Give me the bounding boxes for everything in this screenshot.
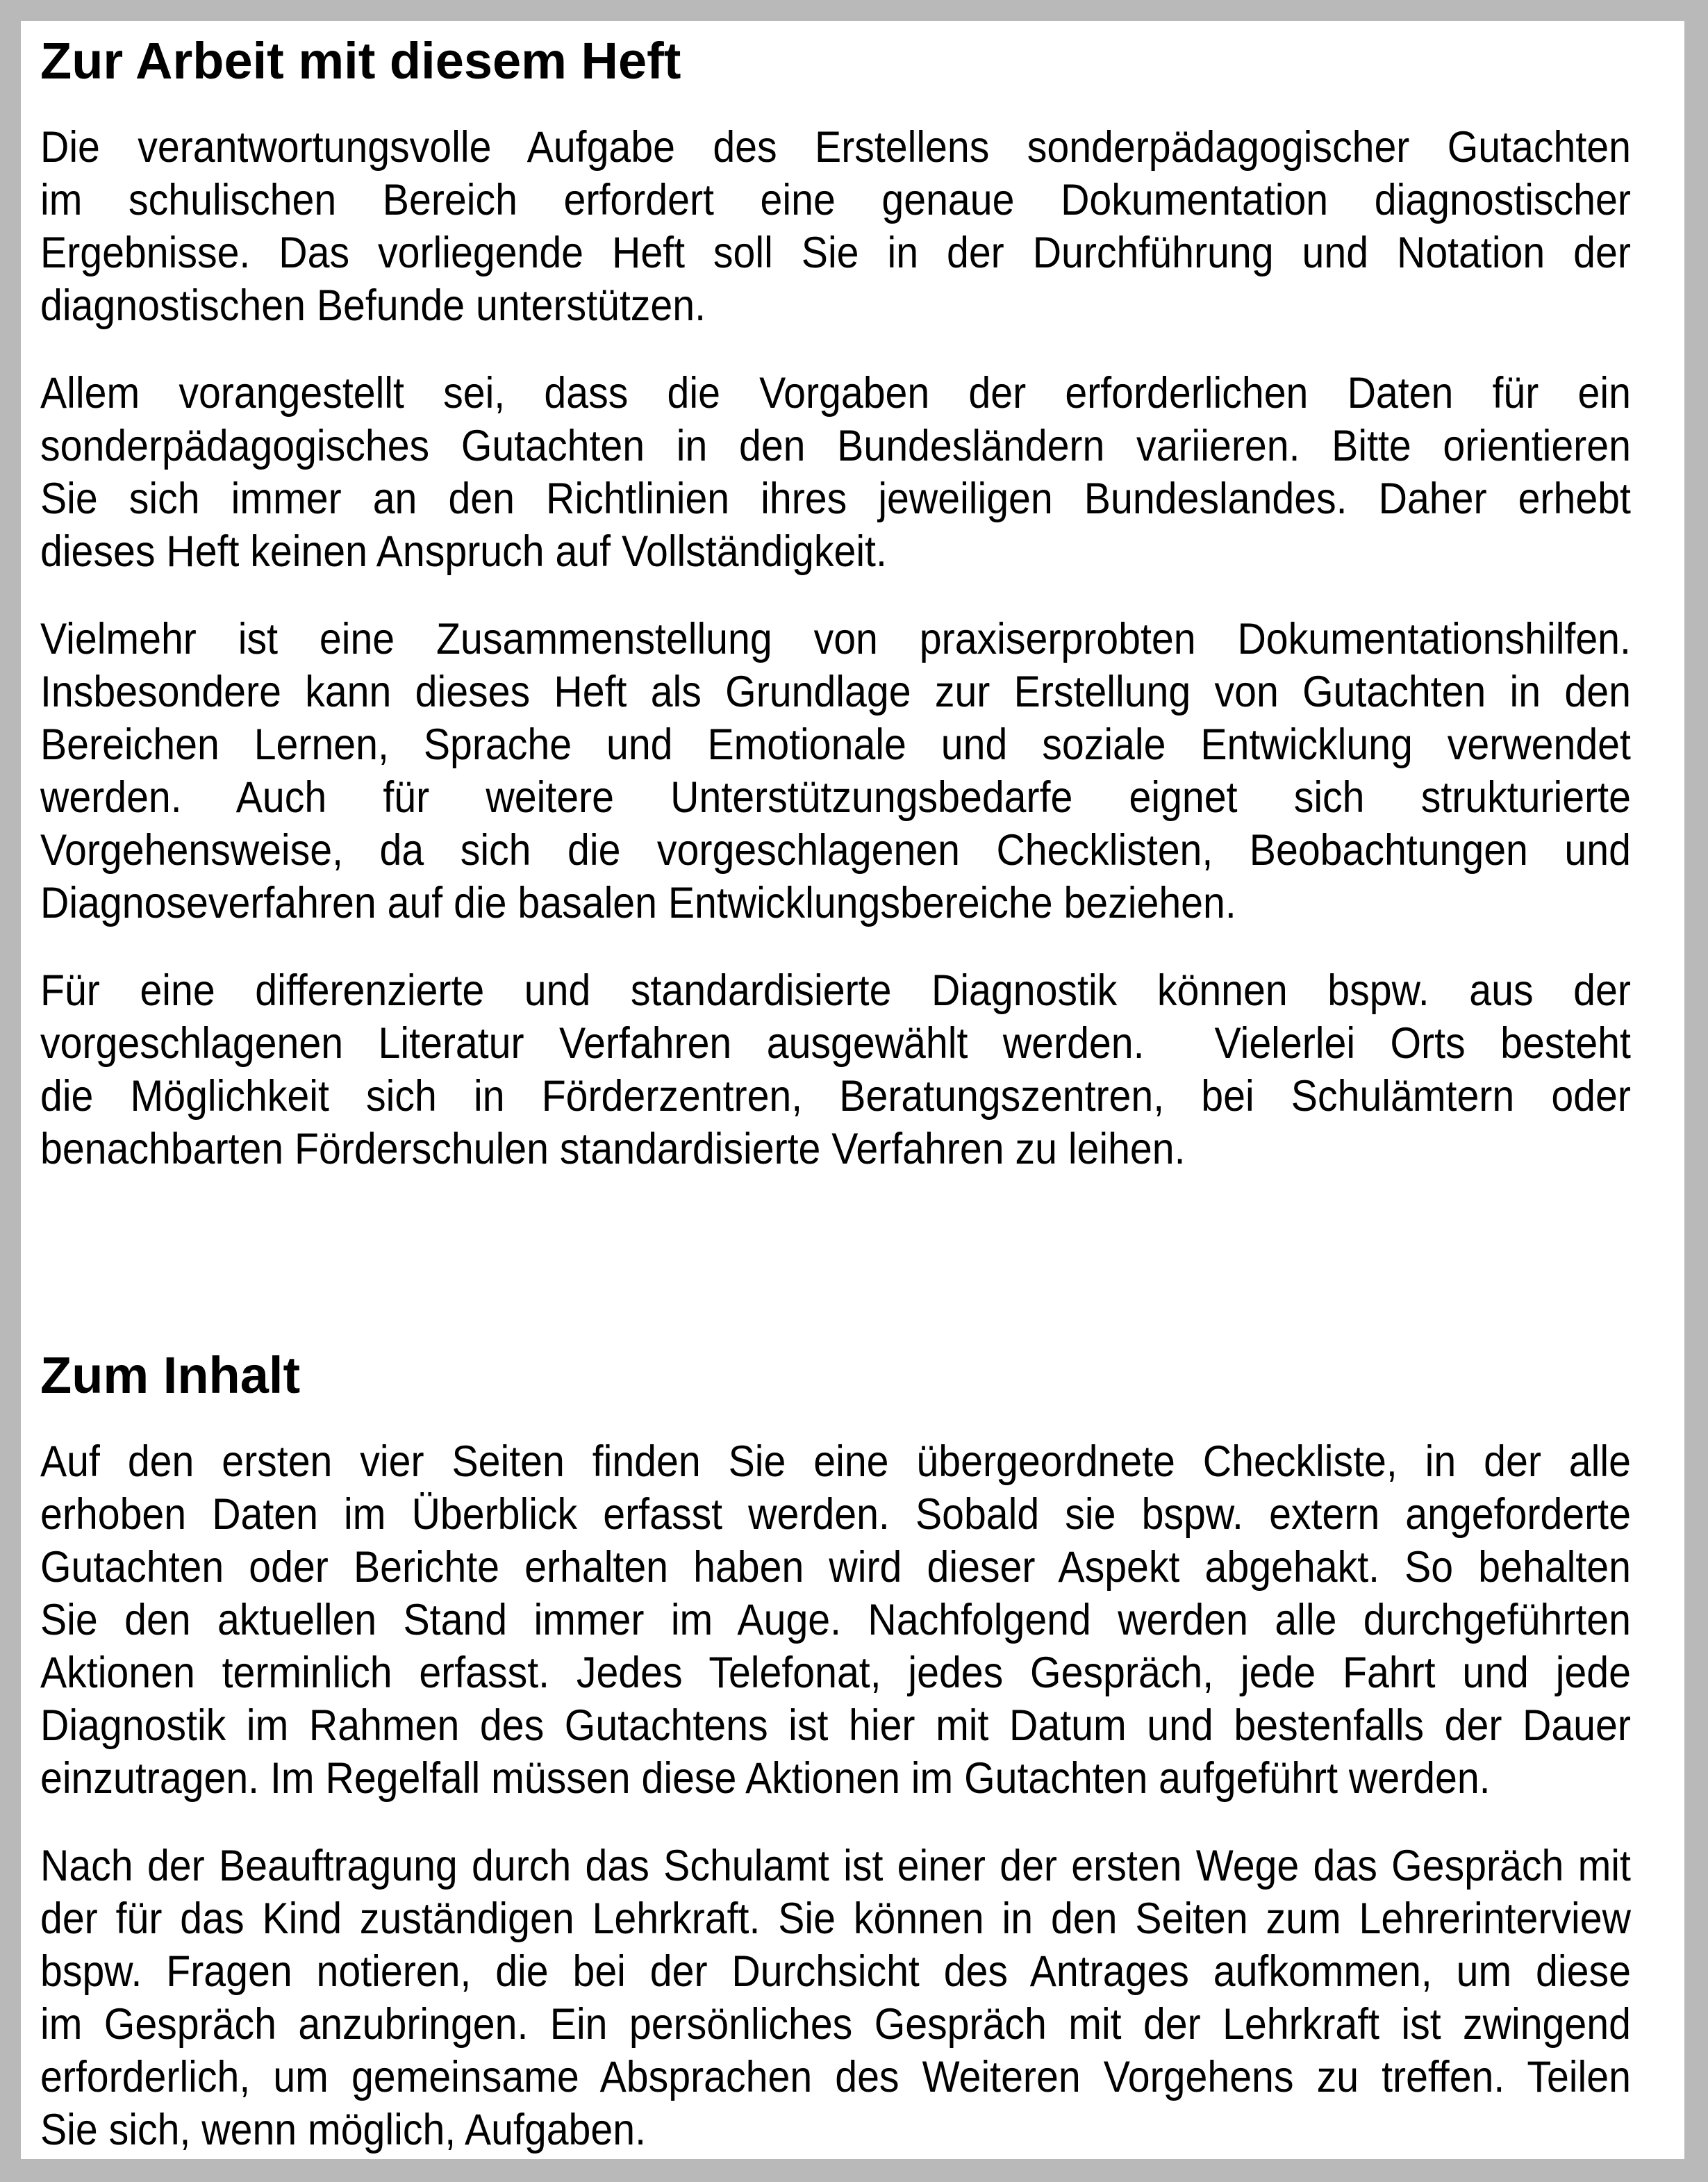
text-line: dieses Heft keinen Anspruch auf Vollständigkeit. (40, 527, 887, 576)
document-page (21, 21, 1684, 2159)
text-line: Aktionen terminlich erfasst. Jedes Telefonat, jedes Gespräch, jede Fahrt und jede (40, 1648, 1631, 1697)
paragraph (40, 121, 1631, 332)
text-line: vorgeschlagenen Literatur Verfahren ausgewählt werden. Vielerlei Orts besteht (40, 1019, 1631, 1068)
text-line: benachbarten Förderschulen standardisierte Verfahren zu leihen. (40, 1125, 1186, 1173)
text-line: diagnostischen Befunde unterstützen. (40, 281, 706, 330)
heading-zur-arbeit-mit-diesem-heft: Zur Arbeit mit diesem Heft (40, 32, 681, 90)
heading-zum-inhalt: Zum Inhalt (40, 1346, 301, 1404)
text-line: Die verantwortungsvolle Aufgabe des Erstellens sonderpädagogischer Gutachten (40, 123, 1631, 172)
text-line: Vorgehensweise, da sich die vorgeschlagenen Checklisten, Beobachtungen und (40, 826, 1631, 875)
text-line: Diagnoseverfahren auf die basalen Entwicklungsbereiche beziehen. (40, 879, 1236, 927)
text-line: Gutachten oder Berichte erhalten haben wird dieser Aspekt abgehakt. So behalten (40, 1543, 1631, 1592)
text-line: Für eine differenzierte und standardisierte Diagnostik können bspw. aus der (40, 966, 1631, 1015)
text-line: Vielmehr ist eine Zusammenstellung von praxiserprobten Dokumentationshilfen. (40, 615, 1631, 663)
text-line: im Gespräch anzubringen. Ein persönliches Gespräch mit der Lehrkraft ist zwingend (40, 2000, 1631, 2049)
text-line: im schulischen Bereich erfordert eine genaue Dokumentation diagnostischer (40, 176, 1631, 224)
text-line: Nach der Beauftragung durch das Schulamt ist einer der ersten Wege das Gespräch mit (40, 1842, 1631, 1890)
text-line: Diagnostik im Rahmen des Gutachtens ist hier mit Datum und bestenfalls der Dauer (40, 1701, 1631, 1750)
text-line: Allem vorangestellt sei, dass die Vorgaben der erforderlichen Daten für ein (40, 369, 1631, 418)
text-line: Auf den ersten vier Seiten finden Sie eine übergeordnete Checkliste, in der alle (40, 1437, 1631, 1486)
text-line: erforderlich, um gemeinsame Absprachen des Weiteren Vorgehens zu treffen. Teilen (40, 2053, 1631, 2101)
paragraph (40, 1840, 1631, 2156)
text-line: einzutragen. Im Regelfall müssen diese Aktionen im Gutachten aufgeführt werden. (40, 1754, 1491, 1803)
text-line: Sie sich, wenn möglich, Aufgaben. (40, 2106, 646, 2154)
text-line: Bereichen Lernen, Sprache und Emotionale und soziale Entwicklung verwendet (40, 720, 1631, 769)
text-line: Sie sich immer an den Richtlinien ihres jeweiligen Bundeslandes. Daher erhebt (40, 474, 1631, 523)
text-line: erhoben Daten im Überblick erfasst werden. Sobald sie bspw. extern angeforderte (40, 1490, 1631, 1539)
text-line: Sie den aktuellen Stand immer im Auge. Nachfolgend werden alle durchgeführten (40, 1596, 1631, 1644)
text-line: sonderpädagogisches Gutachten in den Bundesländern variieren. Bitte orientieren (40, 422, 1631, 470)
paragraph (40, 613, 1631, 929)
paragraph (40, 964, 1631, 1175)
text-line: bspw. Fragen notieren, die bei der Durchsicht des Antrages aufkommen, um diese (40, 1947, 1631, 1996)
paragraph (40, 367, 1631, 578)
text-line: werden. Auch für weitere Unterstützungsbedarfe eignet sich strukturierte (40, 773, 1631, 822)
text-line: Insbesondere kann dieses Heft als Grundlage zur Erstellung von Gutachten in den (40, 668, 1631, 716)
text-line: Ergebnisse. Das vorliegende Heft soll Sie in der Durchführung und Notation der (40, 229, 1631, 277)
text-line: die Möglichkeit sich in Förderzentren, Beratungszentren, bei Schulämtern oder (40, 1072, 1631, 1121)
text-line: der für das Kind zuständigen Lehrkraft. Sie können in den Seiten zum Lehrerinterview (40, 1894, 1631, 1943)
paragraph (40, 1435, 1631, 1805)
